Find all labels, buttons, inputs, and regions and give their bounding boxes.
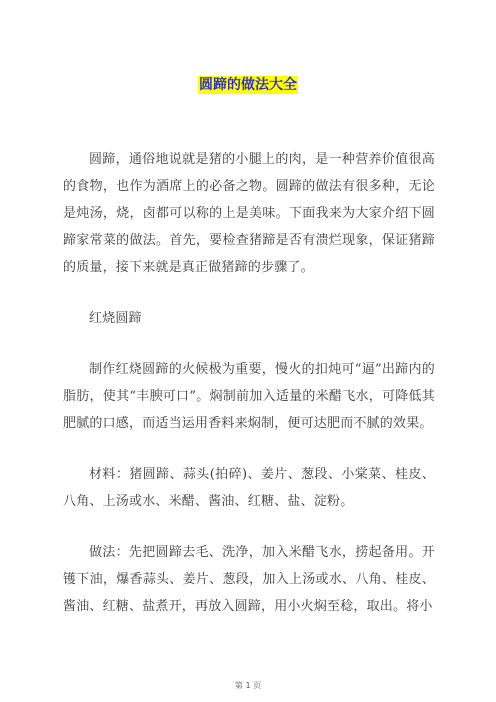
document-body (63, 146, 435, 620)
paragraph-intro: 圆蹄，通俗地说就是猪的小腿上的肉，是一种营养价值很高的食物，也作为酒席上的必备之物。圆蹄的做法有很多种，无论是炖汤，烧，卤都可以称的上是美味。下面我来为大家介绍下圆蹄家常菜的做法。首先，要检查猪蹄是否有溃烂现象，保证猪蹄的质量，接下来就是真正做猪蹄的步骤了。 (63, 152, 435, 275)
paragraph-gap (63, 332, 435, 356)
paragraph-gap (63, 281, 435, 305)
section-heading: 红烧圆蹄 (89, 311, 142, 326)
paragraph-ingredients: 材料：猪圆蹄、蒜头(拍碎)、姜片、葱段、小棠菜、桂皮、八角、上汤或水、米醋、酱油、红糖、盐、淀粉。 (63, 467, 435, 509)
document-title: 圆蹄的做法大全 (199, 77, 297, 93)
page-number: 第 1 页 (234, 681, 262, 690)
paragraph-cooking-tip: 制作红烧圆蹄的火候极为重要，慢火的扣炖可“逼”出蹄内的脂肪，使其“丰腴可口”。焖制前加入适量的米醋飞水，可降低其肥腻的口感，而适当运用香料来焖制，便可达肥而不腻的效果。 (63, 362, 435, 431)
paragraph-method: 做法：先把圆蹄去毛、洗净，加入米醋飞水，捞起备用。开镬下油，爆香蒜头、姜片、葱段，加入上汤或水、八角、桂皮、酱油、红糖、盐煮开，再放入圆蹄，用小火焖至稔，取出。将小 (63, 545, 435, 614)
paragraph-gap (63, 515, 435, 539)
title-wrap (0, 74, 496, 94)
paragraph-gap (63, 437, 435, 461)
